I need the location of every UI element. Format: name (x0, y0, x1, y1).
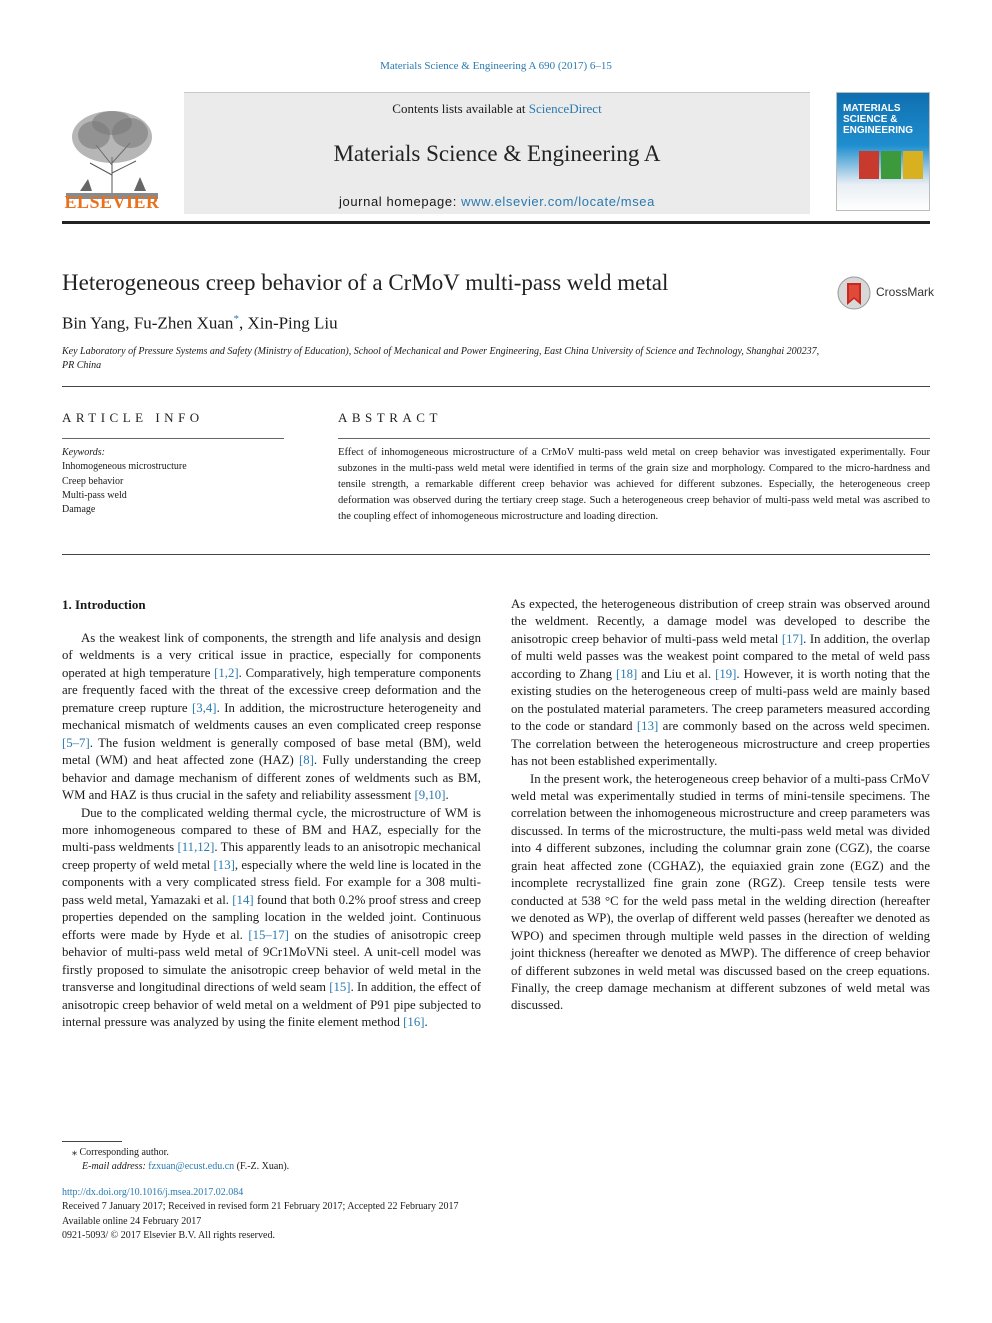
keywords-block (62, 446, 187, 517)
abstract-text: Effect of inhomogeneous microstructure of a CrMoV multi-pass weld metal on creep behavior was investigated experimentally. Four subzones in the multi-pass weld metal were identified in terms of the grain size and morphology. Compared to the micro-hardness and tensile strength, a remarkable different creep behavior was achieved for different subzones. Especially, the heterogeneous creep deformation was observed during the tertiary creep stage. Such a heterogeneous creep behavior of multi-pass weld metal was ascribed to the coupling effect of inhomogeneous microstructure and loading direction. (338, 447, 930, 522)
author-3: , Xin-Ping Liu (238, 313, 338, 333)
crossmark-icon (836, 275, 872, 311)
homepage-prefix: journal homepage: (339, 194, 462, 209)
article-info-rule (62, 438, 284, 439)
cover-title-line-1: MATERIALS (843, 103, 901, 114)
journal-header (62, 92, 930, 218)
homepage-link[interactable]: www.elsevier.com/locate/msea (461, 194, 655, 209)
journal-cover[interactable] (836, 92, 930, 211)
citation-link[interactable]: [13] (213, 857, 235, 872)
affiliation: Key Laboratory of Pressure Systems and Safety (Ministry of Education), School of Mechanical and Power Engineering, East China University of Science and Technology, Shanghai 200237, PR China (62, 346, 820, 371)
sciencedirect-link[interactable]: ScienceDirect (528, 101, 602, 116)
header-rule (62, 221, 930, 224)
section-heading-introduction: 1. Introduction (62, 597, 146, 612)
paragraph-2: Due to the complicated welding thermal cycle, the microstructure of WM is more inhomogeneous compared to these of BM and HAZ, especially for the multi-pass weldments [11,12]. This apparently leads to an anisotropic mechanical creep property of weld metal [13], especially where the weld line is located in the components with a very complicated stress field. For example for a 308 multi-pass weld metal, Yamazaki et al. [14] found that both 0.2% proof stress and creep properties depended on the sampling location in the welded joint. Continuous efforts were made by Hyde et al. [15–17] on the studies of anisotropic creep behavior of multi-pass weld metal of 9Cr1MoVNi steel. A unit-cell model was firstly proposed to simulate the anisotropic creep behavior of weld metal in the transverse and longitudinal directions of weld seam [15]. In addition, the effect of anisotropic creep behavior of weld metal on a weldment of P91 pipe subjected to internal pressure was analyzed by using the finite element method [16]. (62, 805, 482, 1029)
citation-link[interactable]: [3,4] (192, 700, 217, 715)
keywords-label: Keywords: (62, 447, 105, 458)
publication-info (62, 1186, 459, 1244)
paragraph-1: As the weakest link of components, the strength and life analysis and design of weldments is a very critical issue in practice, especially for components operated at high temperature [1,2]. Comparatively, high temperature components are frequently faced with the threat of the excessive creep deformation and the premature creep rupture [3,4]. In addition, the microstructure heterogeneity and mechanical mismatch of weldments causes an even complicated creep response [5–7]. The fusion weldment is generally composed of base metal (BM), weld metal (WM) and heat affected zone (HAZ) [8]. Fully understanding the creep behavior and damage mechanism of different zones of weldments such as BM, WM and HAZ is thus crucial in the safety and reliability assessment [9,10]. (62, 631, 481, 803)
cover-image-yellow (903, 151, 923, 179)
abstract-heading: ABSTRACT (338, 410, 442, 425)
email-suffix: (F.-Z. Xuan). (234, 1161, 290, 1173)
citation-link[interactable]: [16] (403, 1014, 425, 1029)
affiliation-rule (62, 386, 930, 387)
article-title: Heterogeneous creep behavior of a CrMoV multi-pass weld metal (62, 270, 669, 295)
crossmark-badge[interactable] (836, 275, 935, 311)
paragraph-3: As expected, the heterogeneous distribution of creep strain was observed around the weldment. Recently, a damage model was developed to describe the anisotropic creep behavior of multi-pass weld metal [17]. In addition, the overlap of multi weld passes was the weakest point compared to the metal of weld pass according to Zhang [18] and Liu et al. [19]. However, it is worth noting that the existing studies on the heterogeneous creep of multi-pass weld are mainly based on the postulated material parameters. The creep parameters measured according to the code or standard [13] are commonly based on the across weld specimen. The correlation between the heterogeneous microstructure and creep properties has not been established experimentally. (511, 597, 930, 769)
contents-prefix: Contents lists available at (392, 101, 529, 116)
corresponding-footnote (62, 1146, 289, 1160)
footnote-rule (62, 1141, 122, 1142)
citation-link[interactable]: [9,10] (414, 788, 446, 803)
email-footnote (82, 1160, 289, 1174)
citation-link[interactable]: [5–7] (62, 735, 90, 750)
email-link[interactable]: fzxuan@ecust.edu.cn (148, 1161, 235, 1173)
citation-link[interactable]: [17] (781, 631, 804, 646)
cover-title-line-2: SCIENCE & (843, 114, 898, 125)
corresponding-author-marker[interactable]: * (233, 313, 239, 325)
citation-link[interactable]: [15–17] (248, 927, 289, 942)
citation-link[interactable]: [13] (636, 719, 659, 734)
body-column-left (62, 630, 481, 1031)
elsevier-wordmark: ELSEVIER (64, 192, 160, 212)
keyword-item: Damage (62, 504, 96, 516)
email-label: E-mail address: (82, 1161, 146, 1173)
footnote-star: ⁎ (72, 1147, 77, 1158)
doi-link[interactable]: http://dx.doi.org/10.1016/j.msea.2017.02.084 (62, 1187, 244, 1198)
copyright: 0921-5093/ © 2017 Elsevier B.V. All rights reserved. (62, 1230, 275, 1242)
citation-link[interactable]: [14] (232, 892, 254, 907)
available-online: Available online 24 February 2017 (62, 1215, 202, 1227)
citation-link[interactable]: [19] (715, 666, 737, 681)
corresponding-label: Corresponding author. (79, 1147, 169, 1158)
keyword-item: Creep behavior (62, 475, 124, 487)
journal-citation[interactable]: Materials Science & Engineering A 690 (2017) 6–15 (380, 60, 612, 72)
homepage-line (184, 194, 810, 209)
citation-link[interactable]: [1,2] (214, 665, 239, 680)
journal-banner (184, 92, 810, 214)
journal-name: Materials Science & Engineering A (333, 141, 661, 166)
article-info-heading: ARTICLE INFO (62, 410, 204, 425)
paragraph-4: In the present work, the heterogeneous creep behavior of a multi-pass CrMoV weld metal was experimentally studied in terms of mini-tensile specimens. The correlation between the inhomogeneous microstructure and creep parameters was discussed. In terms of the microstructure, the multi-pass weld metal was divided into 4 different subzones, including the columnar grain zone (CGZ), the coarse grain heat affected zone (CGHAZ), the equiaxied grain zone (EGZ) and the incomplete recrystallized fine grain zone (RGZ). Creep tensile tests were conducted at 538 °C for the weld pass metal in the welding direction (hereafter we denoted as WP), the overlap of different weld passes (hereafter we denoted as WPO) and specimen through multiple weld passes in the direction of welding joint thickness (hereafter we denoted as MWP). The difference of creep behavior of different subzones in weld metal was discussed based on the creep equations. Finally, the creep damage mechanism at different subzones of weld metal was discussed. (511, 771, 930, 1013)
footnotes (62, 1146, 289, 1175)
cover-image-green (881, 151, 901, 179)
citation-link[interactable]: [15] (329, 980, 351, 995)
citation-link[interactable]: [11,12] (177, 840, 215, 855)
contents-line (184, 101, 810, 117)
author-2: Fu-Zhen Xuan (133, 313, 234, 333)
crossmark-label: CrossMark (876, 285, 935, 299)
keyword-item: Multi-pass weld (62, 489, 127, 501)
abstract-bottom-rule (62, 554, 930, 555)
author-list (62, 313, 338, 334)
citation-link[interactable]: [8] (298, 753, 314, 768)
abstract-rule (338, 438, 930, 439)
cover-image-red (859, 151, 879, 179)
cover-title (843, 103, 913, 136)
body-column-right (511, 596, 930, 1015)
cover-title-line-3: ENGINEERING (843, 125, 914, 136)
author-1: Bin Yang, (62, 313, 134, 333)
citation-link[interactable]: [18] (616, 666, 638, 681)
keyword-item: Inhomogeneous microstructure (62, 461, 187, 473)
received-dates: Received 7 January 2017; Received in revised form 21 February 2017; Accepted 22 February 2017 (62, 1201, 459, 1213)
